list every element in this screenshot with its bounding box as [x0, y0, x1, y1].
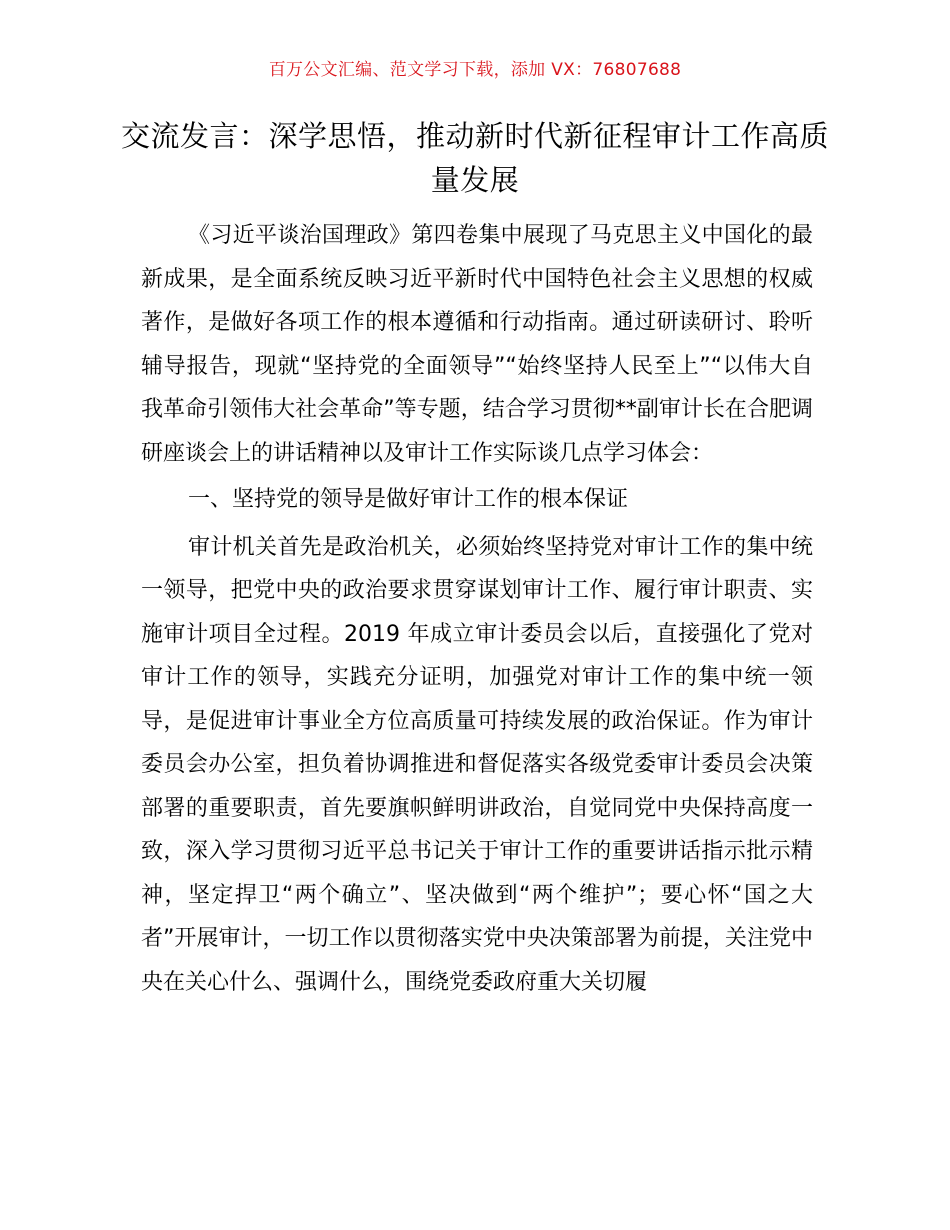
- header-promo-note: 百万公文汇编、范文学习下载，添加 VX：76807688: [268, 60, 682, 80]
- intro-paragraph: 《习近平谈治国理政》第四卷集中展现了马克思主义中国化的最新成果，是全面系统反映习近平新时代中国特色社会主义思想的权威著作，是做好各项工作的根本遵循和行动指南。通过研读研讨、聆听辅导报告，现就“坚持党的全面领导”“始终坚持人民至上”“以伟大自我革命引领伟大社会革命”等专题，结合学习贯彻**副审计长在合肥调研座谈会上的讲话精神以及审计工作实际谈几点学习体会：: [141, 223, 813, 466]
- document-title: 交流发言：深学思悟，推动新时代新征程审计工作高质量发展: [120, 119, 829, 197]
- section-heading-1: 一、坚持党的领导是做好审计工作的根本保证: [188, 487, 629, 512]
- document-body: [141, 214, 813, 1004]
- body-paragraph: 审计机关首先是政治机关，必须始终坚持党对审计工作的集中统一领导，把党中央的政治要求贯穿谋划审计工作、履行审计职责、实施审计项目全过程。2019 年成立审计委员会以后，直接强化了党对审计工作的领导，实践充分证明，加强党对审计工作的集中统一领导，是促进审计事业全方位高质量可持续发展的政治保证。作为审计委员会办公室，担负着协调推进和督促落实各级党委审计委员会决策部署的重要职责，首先要旗帜鲜明讲政治，自觉同党中央保持高度一致，深入学习贯彻习近平总书记关于审计工作的重要讲话指示批示精神，坚定捍卫“两个确立”、坚决做到“两个维护”；要心怀“国之大者”开展审计，一切工作以贯彻落实党中央决策部署为前提，关注党中央在关心什么、强调什么，围绕党委政府重大关切履: [141, 534, 813, 995]
